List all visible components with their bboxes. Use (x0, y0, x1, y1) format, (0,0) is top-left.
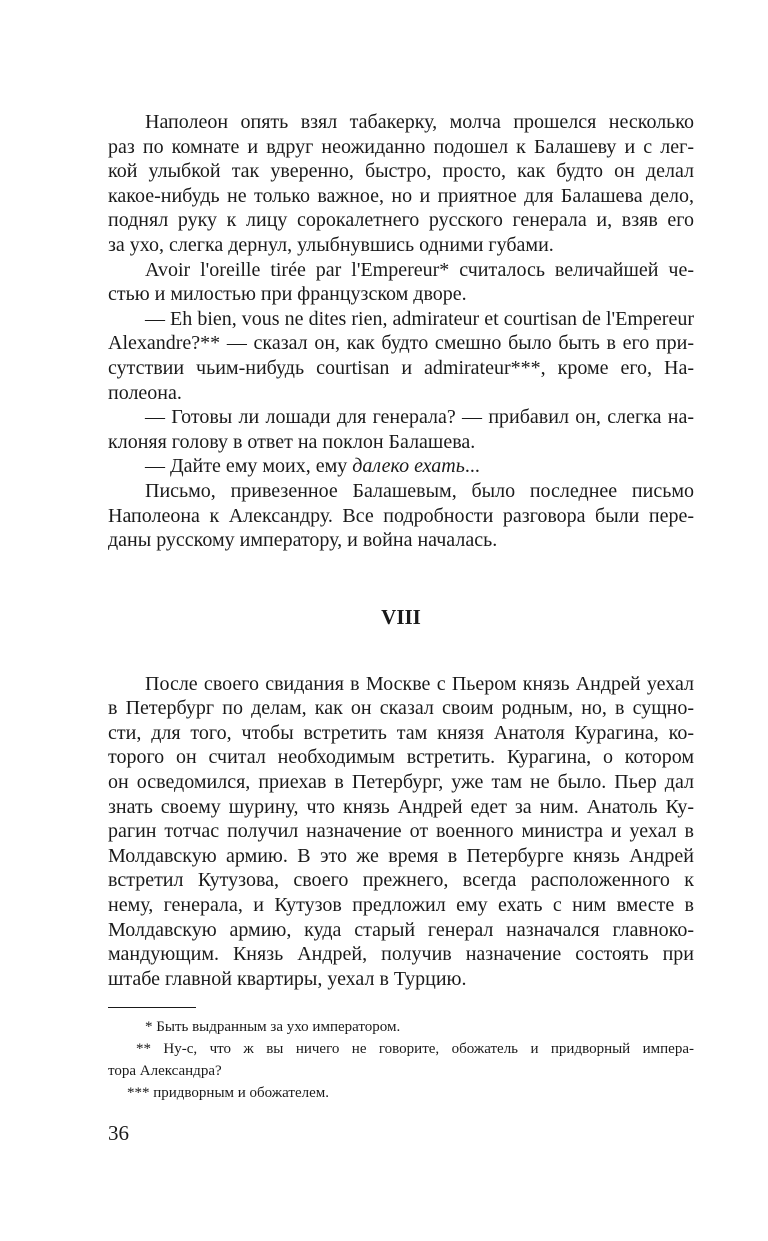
paragraph-eh-bien (108, 307, 694, 405)
text-line: Наполеона к Александру. Все подробности разговора были пере- (108, 504, 694, 527)
text-line: поднял руку к лицу сорокалетнего русского генерала и, взяв его (108, 209, 694, 232)
paragraph-daite-emu (108, 454, 694, 479)
paragraph-avoir-loreille (108, 258, 694, 307)
text-line: — Eh bien, vous ne dites rien, admirateur et courtisan de l'Empereur (145, 307, 694, 330)
text-line: полеона. (108, 381, 182, 404)
text-line: стью и милостью при французском дворе. (108, 283, 467, 306)
paragraph-posle-svidaniya (108, 672, 694, 992)
text-line: Наполеон опять взял табакерку, молча прошелся несколько (145, 111, 694, 133)
paragraph-pismo (108, 479, 694, 553)
text-line: торого он считал необходимым встретить. Курагина, о котором (108, 746, 694, 769)
text-line: клоняя голову в ответ на поклон Балашева. (108, 430, 476, 453)
footnote-divider (108, 1007, 196, 1008)
text-run: ... (464, 455, 480, 478)
text-line: кой улыбкой так уверенно, быстро, просто, как будто он делал (108, 160, 694, 183)
text-line: даны русскому императору, и война началась. (108, 529, 498, 552)
paragraph-napoleon-tabakerka (108, 110, 694, 258)
paragraph-gotovy-loshadi (108, 405, 694, 454)
text-line: Alexandre?** — сказал он, как будто смешно было быть в его при- (108, 332, 694, 355)
text-line: — Готовы ли лошади для генерала? — прибавил он, слегка на- (145, 406, 694, 429)
book-page (108, 110, 694, 1104)
text-line: рагин тотчас получил назначение от военного министра и уехал в (108, 820, 694, 843)
text-line: за ухо, слегка дернул, улыбнувшись одними губами. (108, 233, 554, 256)
chapter-heading: VIII (381, 604, 421, 629)
text-line: нему, генерала, и Кутузов предложил ему ехать с ним вместе в (108, 894, 694, 917)
footnote-2-continued: тора Александра? (108, 1063, 222, 1080)
footnote-2: ** Ну-с, что ж вы ничего не говорите, обожатель и придворный импера- (136, 1041, 694, 1058)
text-line: Молдавскую армию. В это же время в Петербурге князь Андрей (108, 844, 694, 867)
footnotes (108, 1016, 694, 1104)
footnote-1: * Быть выдранным за ухо императором. (145, 1019, 401, 1036)
italic-text: далеко ехать (352, 455, 465, 478)
text-line: в Петербург по делам, как он сказал своим родным, но, в сущно- (108, 697, 694, 720)
text-line (108, 454, 694, 479)
text-line: сти, для того, чтобы встретить там князя Анатоля Курагина, ко- (108, 721, 694, 744)
text-line: Молдавскую армию, куда старый генерал назначался главноко- (108, 918, 694, 941)
text-line: После своего свидания в Москве с Пьером князь Андрей уехал (145, 672, 694, 695)
text-line: он осведомился, приехав в Петербург, уже там не было. Пьер дал (108, 771, 694, 794)
page-number: 36 (108, 1121, 129, 1145)
text-line: мандующим. Князь Андрей, получив назначение состоять при (108, 943, 694, 966)
text-line: раз по комнате и вдруг неожиданно подошел к Балашеву и с лег- (108, 135, 694, 158)
text-run: — Дайте ему моих, ему (145, 455, 353, 478)
text-line: сутствии чьим-нибудь courtisan и admirateur***, кроме его, На- (108, 356, 694, 379)
footnote-3: *** придворным и обожателем. (127, 1085, 330, 1102)
text-line: знать своему шурину, что князь Андрей едет за ним. Анатоль Ку- (108, 795, 694, 818)
text-line: Avoir l'oreille tirée par l'Empereur* считалось величайшей че- (145, 258, 694, 281)
text-line: Письмо, привезенное Балашевым, было последнее письмо (145, 479, 694, 502)
text-line: какое-нибудь не только важное, но и приятное для Балашева дело, (108, 184, 694, 207)
text-line: штабе главной квартиры, уехал в Турцию. (108, 967, 467, 990)
text-line: встретил Кутузова, своего прежнего, всегда расположенного к (108, 869, 694, 892)
